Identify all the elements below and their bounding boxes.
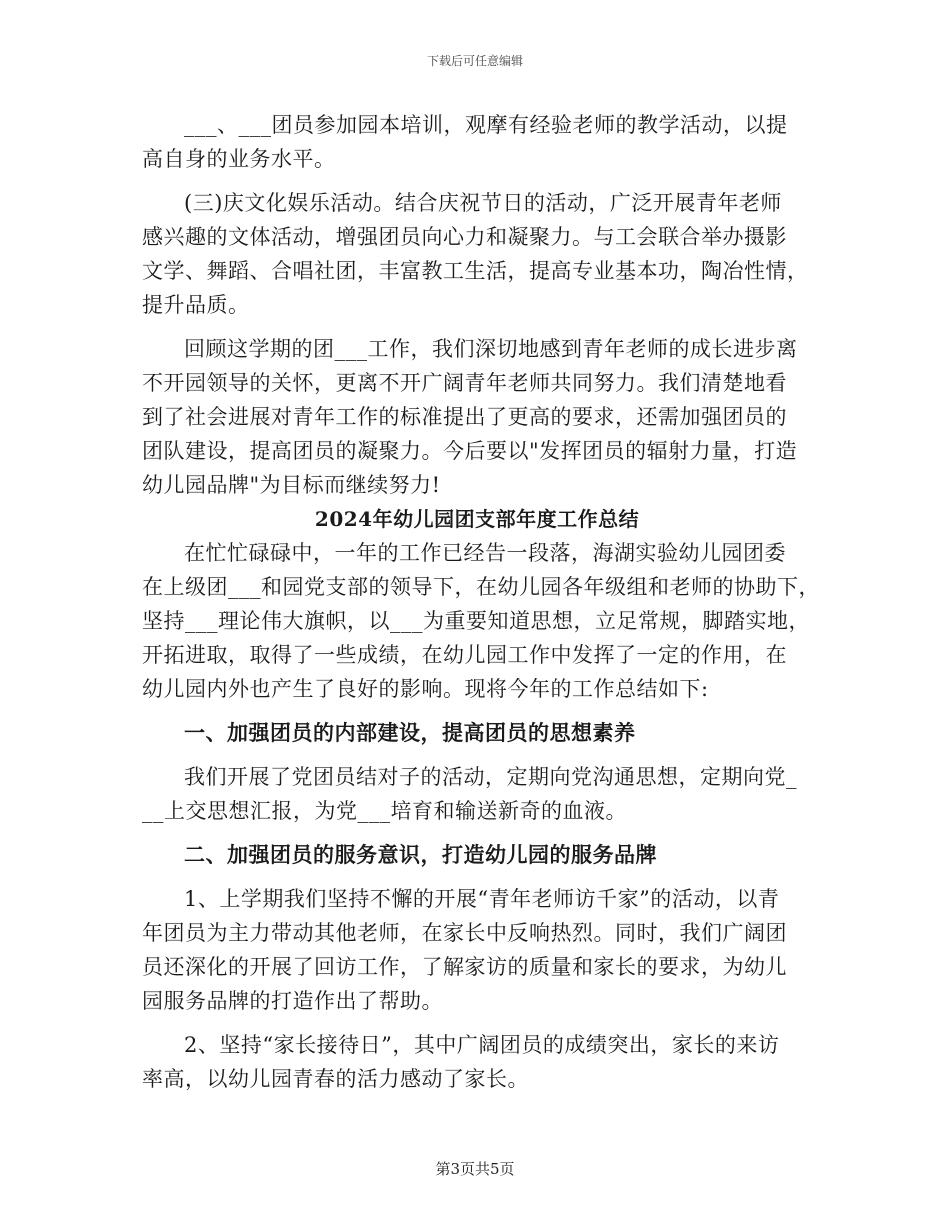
text-line: __上交思想汇报，为党___培育和输送新奇的血液。	[142, 799, 627, 823]
text-line: 到了社会进展对青年工作的标准提出了更高的要求，还需加强团员的	[142, 405, 787, 429]
text-line: 园服务品牌的打造作出了帮助。	[142, 989, 443, 1013]
text-line: 开拓进取，取得了一些成绩，在幼儿园工作中发挥了一定的作用，在	[142, 643, 787, 667]
text-line: ___、___团员参加园本培训，观摩有经验老师的教学活动，以提	[184, 113, 788, 137]
text-line: 回顾这学期的团___工作，我们深切地感到青年老师的成长进步离	[184, 337, 798, 361]
text-line: 坚持___理论伟大旗帜，以___为重要知道思想，立足常规，脚踏实地，	[142, 609, 810, 633]
section-heading-1	[142, 716, 812, 750]
text-line: 不开园领导的关怀，更离不开广阔青年老师共同努力。我们清楚地看	[142, 371, 787, 395]
text-line: 高自身的业务水平。	[142, 147, 336, 171]
text-line: 感兴趣的文体活动，增强团员向心力和凝聚力。与工会联合举办摄影	[142, 225, 787, 249]
heading-text: 一、加强团员的内部建设，提高团员的思想素养	[184, 720, 636, 745]
paragraph-section1	[142, 760, 812, 828]
text-line: 提升品质。	[142, 293, 250, 317]
text-line: 在上级团___和园党支部的领导下，在幼儿园各年级组和老师的协助下，	[142, 575, 820, 599]
text-line: 幼儿园内外也产生了良好的影响。现将今年的工作总结如下:	[142, 677, 709, 701]
section-heading-2	[142, 838, 812, 872]
text-line: 1、上学期我们坚持不懈的开展“青年老师访千家”的活动，以青	[184, 887, 780, 911]
text-line: 2、坚持“家长接待日”，其中广阔团员的成绩突出，家长的来访	[184, 1033, 780, 1057]
text-line: 年团员为主力带动其他老师，在家长中反响热烈。同时，我们广阔团	[142, 921, 787, 945]
text-line: 在忙忙碌碌中，一年的工作已经告一段落，海湖实验幼儿园团委	[184, 541, 786, 565]
heading-text: 二、加强团员的服务意识，打造幼儿园的服务品牌	[184, 842, 657, 867]
text-line: 我们开展了党团员结对子的活动，定期向党沟通思想，定期向党_	[184, 765, 797, 789]
text-line: 率高，以幼儿园青春的活力感动了家长。	[142, 1067, 529, 1091]
page-header: 下载后可任意编辑	[426, 54, 523, 68]
text-line: 团队建设，提高团员的凝聚力。今后要以"发挥团员的辐射力量，打造	[142, 439, 798, 463]
paragraph-item2	[142, 1028, 812, 1096]
text-line: 文学、舞蹈、合唱社团，丰富教工生活，提高专业基本功，陶冶性情，	[142, 259, 809, 283]
paragraph-review	[142, 332, 812, 502]
document-title: 2024年幼儿园团支部年度工作总结	[314, 507, 640, 531]
document-body	[142, 108, 820, 1096]
text-line: (三)庆文化娱乐活动。结合庆祝节日的活动，广泛开展青年老师	[184, 191, 782, 215]
paragraph-intro	[142, 536, 820, 706]
paragraph-training	[142, 108, 812, 176]
text-line: 幼儿园品牌"为目标而继续努力!	[142, 473, 441, 497]
text-line: 员还深化的开展了回访工作，了解家访的质量和家长的要求，为幼儿	[142, 955, 787, 979]
paragraph-item1	[142, 882, 812, 1018]
paragraph-culture	[142, 186, 812, 322]
page-footer: 第3页共5页	[435, 1160, 515, 1178]
